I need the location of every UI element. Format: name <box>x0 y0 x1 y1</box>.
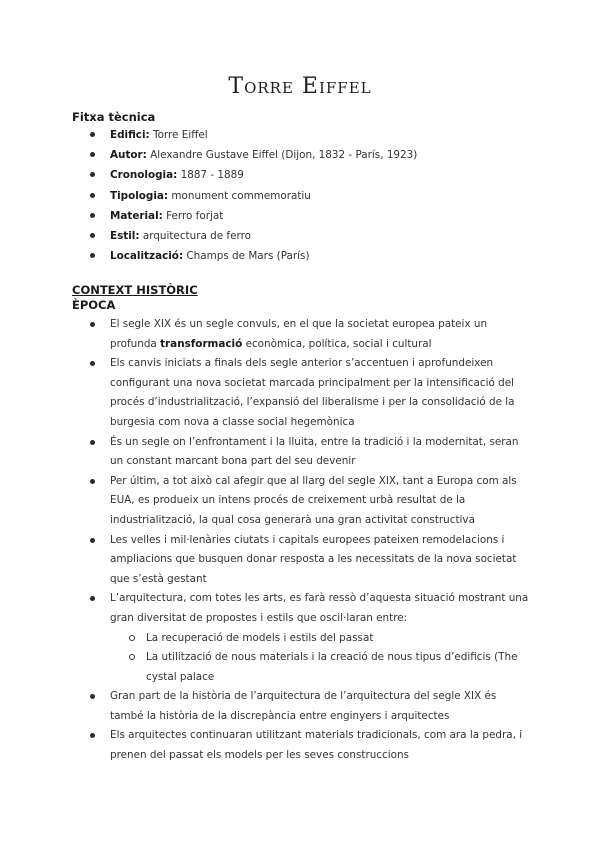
field-value: monument commemoratiu <box>168 189 311 202</box>
bullet-icon <box>90 440 95 445</box>
list-item <box>110 246 550 266</box>
list-item <box>110 687 530 726</box>
bullet-icon <box>90 233 95 238</box>
bullet-icon <box>90 538 95 543</box>
bullet-icon <box>90 733 95 738</box>
list-item <box>110 726 530 765</box>
sub-list-item <box>146 629 530 649</box>
bullet-icon <box>90 694 95 699</box>
list-item <box>110 145 550 165</box>
item-text: Les velles i mil·lenàries ciutats i capitals europees pateixen remodelacions i ampliacions que busquen donar resposta a les necessitats de la nova societat que s’està gestant <box>110 533 517 585</box>
bullet-icon <box>90 253 95 258</box>
field-label: Estil: <box>110 230 140 243</box>
field-value: Torre Eiffel <box>149 129 208 141</box>
list-item <box>110 354 530 432</box>
sub-list-item <box>146 648 530 687</box>
item-text: Gran part de la història de l’arquitectura de l’arquitectura del segle XIX és també la història de la discrepància entre enginyers i arquitectes <box>110 690 497 722</box>
field-label: Edifici: <box>110 129 150 141</box>
list-item <box>110 433 530 472</box>
bullet-icon <box>90 132 95 137</box>
field-label: Localització: <box>110 250 184 263</box>
bullet-icon <box>90 193 95 198</box>
epoca-subheading: ÈPOCA <box>72 298 116 312</box>
field-value: 1887 - 1889 <box>177 169 244 182</box>
bullet-icon <box>90 322 95 327</box>
bullet-icon <box>90 213 95 218</box>
sub-item-text: La recuperació de models i estils del passat <box>146 631 374 644</box>
list-item <box>110 589 530 687</box>
item-text: L’arquitectura, com totes les arts, es farà ressò d’aquesta situació mostrant una gran diversitat de propostes i estils que oscil·laran entre: <box>110 592 529 624</box>
item-text: Els canvis iniciats a finals dels segle anterior s’accentuen i aprofundeixen configurant una nova societat marcada principalment per la intensificació del procés d’industrialització, l’expansió del liberalisme i per la consolidació de la burgesia com nova a classe social hegemònica <box>110 357 515 428</box>
circle-bullet-icon <box>129 635 135 641</box>
bullet-icon <box>90 479 95 484</box>
list-item <box>110 206 550 226</box>
item-text-end: econòmica, política, social i cultural <box>242 337 432 350</box>
circle-bullet-icon <box>129 654 135 660</box>
field-label: Material: <box>110 209 163 222</box>
field-label: Cronologia: <box>110 169 178 182</box>
list-item <box>110 315 530 354</box>
field-value: arquitectura de ferro <box>139 230 251 243</box>
list-item <box>110 531 530 590</box>
list-item <box>110 226 550 246</box>
field-value: Champs de Mars (París) <box>183 250 310 263</box>
field-value: Ferro forjat <box>162 209 224 222</box>
sub-item-text: La utilització de nous materials i la creació de nous tipus d’edificis (The cystal palace <box>146 651 518 683</box>
epoca-list <box>110 315 530 766</box>
field-label: Autor: <box>110 149 147 162</box>
list-item <box>110 125 550 145</box>
field-label: Tipologia: <box>110 189 169 202</box>
bullet-icon <box>90 596 95 601</box>
bullet-icon <box>90 152 95 157</box>
item-text: És un segle on l’enfrontament i la lluita, entre la tradició i la modernitat, seran un constant marcant bona part del seu devenir <box>110 435 519 468</box>
list-item <box>110 472 530 531</box>
field-value: Alexandre Gustave Eiffel (Dijon, 1832 - París, 1923) <box>146 149 418 162</box>
item-text: El segle XIX és un segle convuls, en el que la societat europea pateix un profunda <box>110 318 488 350</box>
item-text: Per últim, a tot això cal afegir que al llarg del segle XIX, tant a Europa com als EUA, es produeix un intens procés de creixement urbà resultat de la industrialització, la qual cosa generarà una gran activitat constructiva <box>110 474 517 526</box>
fitxa-list <box>110 125 550 266</box>
bullet-icon <box>90 172 95 177</box>
sub-list <box>110 629 530 688</box>
bullet-icon <box>90 361 95 366</box>
list-item <box>110 186 550 206</box>
fitxa-heading: Fitxa tècnica <box>72 110 156 124</box>
page-title: Torre Eiffel <box>228 74 372 99</box>
item-emphasis: transformació <box>160 337 243 350</box>
item-text: Els arquitectes continuaran utilitzant materials tradicionals, com ara la pedra, i prenen del passat els models per les seves construccions <box>110 729 523 762</box>
context-heading: CONTEXT HISTÒRIC <box>72 283 198 297</box>
list-item <box>110 165 550 185</box>
